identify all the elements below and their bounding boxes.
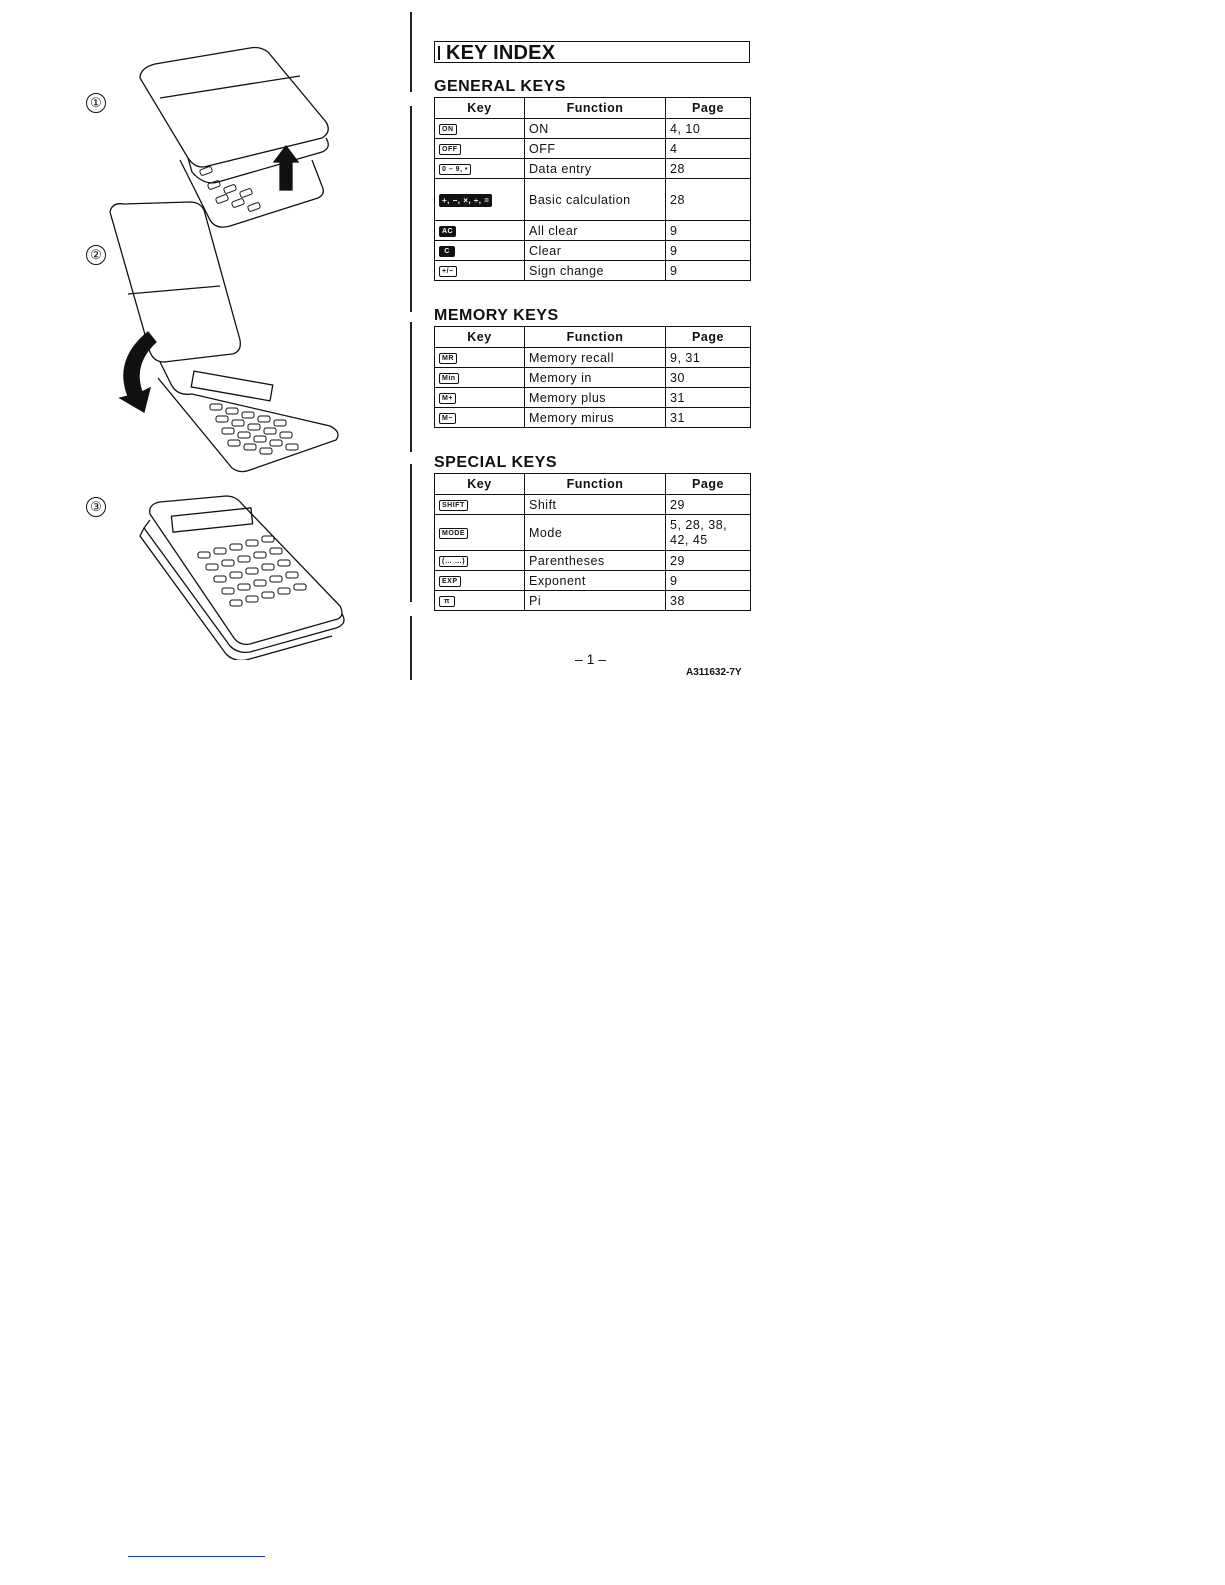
table-row [435, 551, 751, 571]
col-function: Function [525, 474, 666, 495]
function-cell: Clear [525, 241, 666, 261]
function-cell: Data entry [525, 159, 666, 179]
table-row [435, 495, 751, 515]
page-number: – 1 – [575, 651, 607, 667]
page-cell: 9, 31 [666, 348, 751, 368]
page-cell: 30 [666, 368, 751, 388]
memory-plus-key-icon: M+ [439, 393, 456, 404]
table-header [435, 327, 751, 348]
memory-keys-table [434, 326, 751, 428]
mode-key-icon: MODE [439, 528, 468, 539]
function-cell: Mode [525, 515, 666, 551]
sign-change-key-icon: +/− [439, 266, 457, 277]
function-cell: Exponent [525, 571, 666, 591]
page-cell: 9 [666, 571, 751, 591]
function-cell: Memory plus [525, 388, 666, 408]
function-cell: Memory in [525, 368, 666, 388]
memory-minus-key-icon: M− [439, 413, 456, 424]
general-keys-table [434, 97, 751, 281]
page-cell: 29 [666, 551, 751, 571]
col-function: Function [525, 98, 666, 119]
all-clear-key-icon: AC [439, 226, 456, 237]
page-cell: 4 [666, 139, 751, 159]
column-divider [410, 12, 412, 680]
function-cell: Memory mirus [525, 408, 666, 428]
table-row [435, 368, 751, 388]
table-row [435, 591, 751, 611]
function-cell: All clear [525, 221, 666, 241]
page-cell: 28 [666, 159, 751, 179]
clear-key-icon: C [439, 246, 455, 257]
table-row [435, 515, 751, 551]
col-page: Page [666, 474, 751, 495]
col-key: Key [435, 98, 525, 119]
col-key: Key [435, 327, 525, 348]
col-page: Page [666, 98, 751, 119]
lift-arrow-icon [274, 146, 298, 190]
step-2-marker: ② [86, 245, 106, 265]
page-cell: 28 [666, 179, 751, 221]
page-cell: 31 [666, 408, 751, 428]
table-row [435, 388, 751, 408]
table-row [435, 408, 751, 428]
shift-key-icon: SHIFT [439, 500, 468, 511]
document-code: A311632-7Y [686, 667, 742, 678]
function-cell: Basic calculation [525, 179, 666, 221]
table-row [435, 179, 751, 221]
page-cell: 9 [666, 221, 751, 241]
memory-in-key-icon: Min [439, 373, 459, 384]
table-row [435, 348, 751, 368]
calculator-closed-lid-icon [140, 48, 328, 228]
function-cell: Parentheses [525, 551, 666, 571]
special-keys-table [434, 473, 751, 611]
table-header [435, 98, 751, 119]
function-cell: Shift [525, 495, 666, 515]
table-row [435, 241, 751, 261]
key-index-title [434, 41, 750, 63]
off-key-icon: OFF [439, 144, 461, 155]
page-cell: 9 [666, 241, 751, 261]
calculator-illustration [100, 40, 360, 660]
step-3-marker: ③ [86, 497, 106, 517]
special-keys-heading: SPECIAL KEYS [434, 454, 558, 471]
digit-keys-icon: 0 – 9, • [439, 164, 471, 175]
arithmetic-keys-icon: +, −, ×, ÷, = [439, 194, 492, 207]
table-row [435, 571, 751, 591]
col-function: Function [525, 327, 666, 348]
page-cell: 31 [666, 388, 751, 408]
table-row [435, 261, 751, 281]
col-page: Page [666, 327, 751, 348]
page-cell: 5, 28, 38, 42, 45 [666, 515, 751, 551]
table-row [435, 221, 751, 241]
page-cell: 9 [666, 261, 751, 281]
general-keys-heading: GENERAL KEYS [434, 78, 566, 95]
page-cell: 38 [666, 591, 751, 611]
table-row [435, 119, 751, 139]
function-cell: Memory recall [525, 348, 666, 368]
table-row [435, 159, 751, 179]
function-cell: Pi [525, 591, 666, 611]
col-key: Key [435, 474, 525, 495]
parentheses-key-icon: (… …) [439, 556, 468, 567]
function-cell: ON [525, 119, 666, 139]
on-key-icon: ON [439, 124, 457, 135]
rotate-arrow-icon [120, 332, 156, 412]
memory-keys-heading: MEMORY KEYS [434, 307, 559, 324]
page-title: KEY INDEX [446, 42, 556, 64]
memory-recall-key-icon: MR [439, 353, 457, 364]
calculator-ready-icon [140, 496, 344, 660]
pi-key-icon: π [439, 596, 455, 607]
function-cell: Sign change [525, 261, 666, 281]
function-cell: OFF [525, 139, 666, 159]
page-cell: 4, 10 [666, 119, 751, 139]
exponent-key-icon: EXP [439, 576, 461, 587]
bottom-rule [128, 1556, 265, 1557]
table-row [435, 139, 751, 159]
step-1-marker: ① [86, 93, 106, 113]
page-cell: 29 [666, 495, 751, 515]
table-header [435, 474, 751, 495]
